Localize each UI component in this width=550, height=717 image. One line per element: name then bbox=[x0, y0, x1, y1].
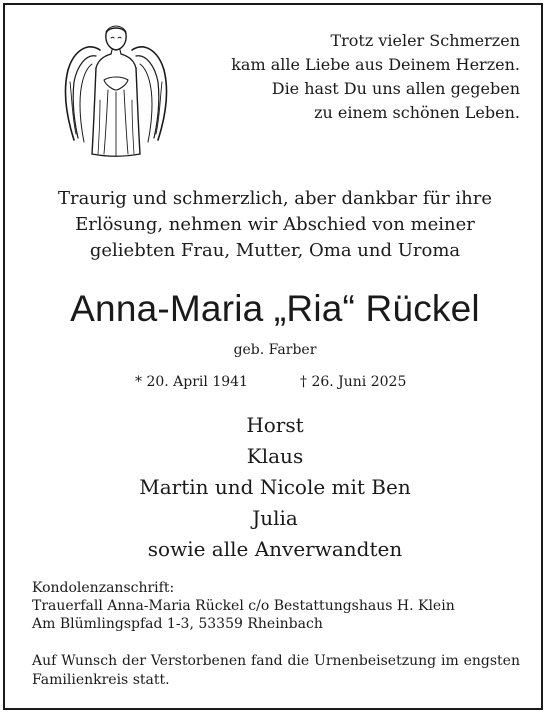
poem-line: zu einem schönen Leben. bbox=[314, 103, 520, 122]
intro-line: Traurig und schmerzlich, aber dankbar für ihre bbox=[57, 188, 493, 209]
intro-text bbox=[0, 186, 550, 264]
mourner: Martin und Nicole mit Ben bbox=[139, 475, 411, 499]
poem bbox=[180, 29, 520, 125]
mourner: sowie alle Anverwandten bbox=[147, 537, 403, 561]
poem-line: Die hast Du uns allen gegeben bbox=[271, 79, 520, 98]
birth-date: * 20. April 1941 bbox=[135, 374, 248, 390]
intro-line: geliebten Frau, Mutter, Oma und Uroma bbox=[89, 240, 461, 261]
deceased-name: Anna-Maria „Ria“ Rückel bbox=[70, 288, 480, 329]
poem-line: Trotz vieler Schmerzen bbox=[330, 31, 520, 50]
mourner: Julia bbox=[252, 506, 298, 530]
mourners-list bbox=[0, 410, 550, 565]
condolence-address bbox=[32, 579, 455, 633]
mourner: Klaus bbox=[246, 444, 304, 468]
condolence-heading: Kondolenzanschrift: bbox=[32, 580, 175, 596]
burial-note: Auf Wunsch der Verstorbenen fand die Urnenbeisetzung im engsten Familienkreis statt. bbox=[32, 653, 520, 688]
angel-icon bbox=[60, 20, 172, 160]
death-date: † 26. Juni 2025 bbox=[300, 374, 407, 390]
poem-line: kam alle Liebe aus Deinem Herzen. bbox=[231, 55, 520, 74]
condolence-line: Trauerfall Anna-Maria Rückel c/o Bestattungshaus H. Klein bbox=[32, 598, 455, 614]
maiden-name: geb. Farber bbox=[233, 342, 317, 358]
mourner: Horst bbox=[246, 413, 304, 437]
intro-line: Erlösung, nehmen wir Abschied von meiner bbox=[75, 214, 475, 235]
condolence-line: Am Blümlingspfad 1-3, 53359 Rheinbach bbox=[32, 616, 323, 632]
